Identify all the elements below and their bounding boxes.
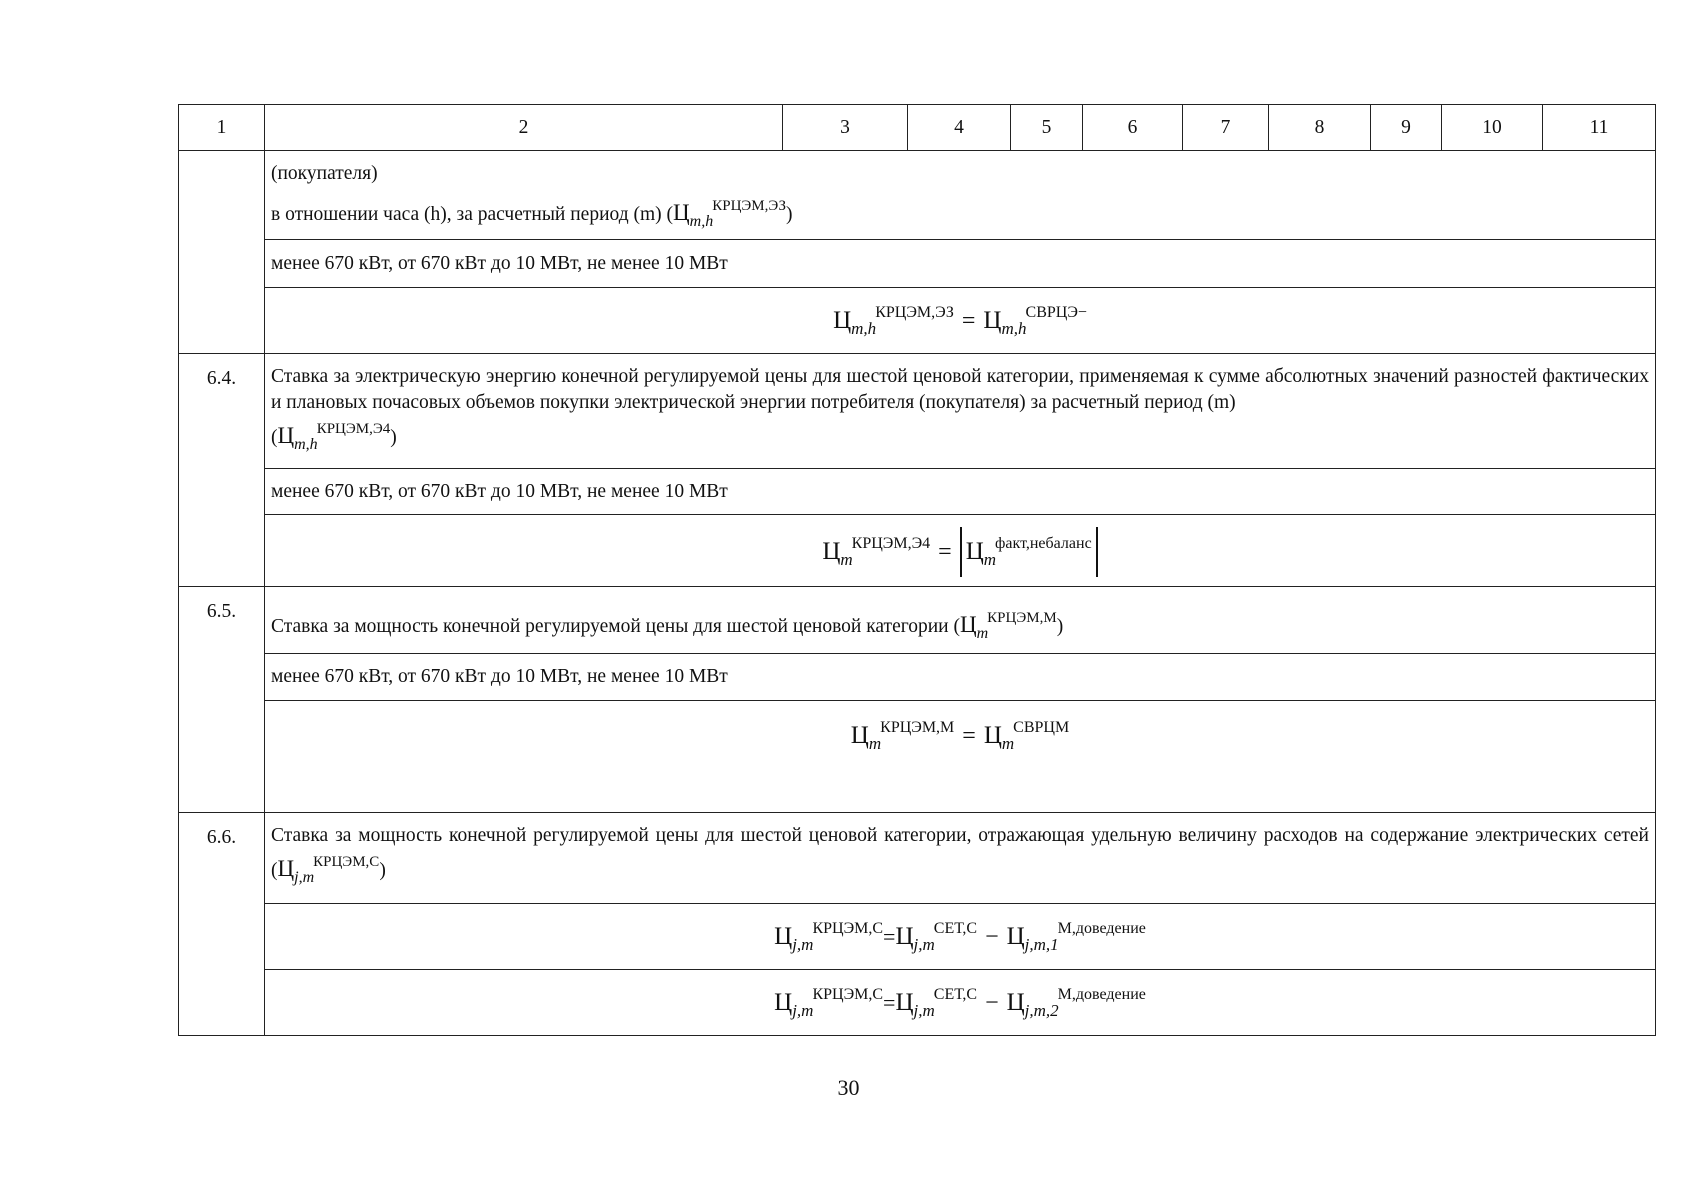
table-row bbox=[179, 151, 1656, 240]
formula-symbol: Ц bbox=[673, 200, 690, 225]
formula bbox=[851, 715, 1069, 757]
formula-symbol: Ц bbox=[895, 923, 914, 950]
formula-symbol: Ц bbox=[1006, 989, 1025, 1016]
formula-symbol: Ц bbox=[833, 307, 852, 334]
header-cell: 4 bbox=[908, 105, 1011, 151]
power-ranges: менее 670 кВт, от 670 кВт до 10 МВт, не менее 10 МВт bbox=[265, 469, 1656, 515]
formula-cell bbox=[265, 904, 1656, 970]
table-row bbox=[179, 288, 1656, 354]
table-row bbox=[179, 515, 1656, 587]
formula-superscript: СЕТ,C bbox=[933, 986, 978, 1003]
formula-symbol: Ц bbox=[774, 923, 793, 950]
formula-operator: = bbox=[962, 723, 976, 749]
description-fragment: ( bbox=[271, 427, 278, 448]
formula-symbol: Ц bbox=[774, 989, 793, 1016]
formula-symbol: Ц bbox=[850, 722, 869, 749]
formula bbox=[833, 300, 1087, 342]
formula-superscript: М,доведение bbox=[1057, 986, 1146, 1003]
description-fragment: ) bbox=[379, 860, 386, 881]
formula-symbol: Ц bbox=[822, 538, 841, 565]
formula-subscript: m,h bbox=[689, 213, 714, 230]
description-fragment: в отношении часа (h), за расчетный период (m) ( bbox=[271, 204, 674, 225]
table-row bbox=[179, 654, 1656, 701]
power-ranges: менее 670 кВт, от 670 кВт до 10 МВт, не менее 10 МВт bbox=[265, 654, 1656, 701]
description-text: Ставка за мощность конечной регулируемой цены для шестой ценовой категории, отражающая удельную величину расходов на содержание электрических сетей ( bbox=[271, 825, 1649, 881]
inline-formula bbox=[673, 198, 786, 230]
formula-cell bbox=[265, 970, 1656, 1036]
description-text bbox=[271, 193, 1649, 235]
formula-operator: − bbox=[985, 924, 999, 950]
header-cell: 11 bbox=[1543, 105, 1656, 151]
formula-superscript: КРЦЭМ,C bbox=[812, 920, 884, 937]
inline-formula bbox=[277, 854, 380, 886]
header-cell: 5 bbox=[1011, 105, 1083, 151]
table-row bbox=[179, 240, 1656, 288]
inline-formula bbox=[277, 421, 391, 453]
formula-symbol: Ц bbox=[277, 423, 295, 448]
description-cell bbox=[265, 813, 1656, 904]
formula-subscript: m bbox=[868, 734, 882, 753]
formula-superscript: СЕТ,C bbox=[933, 920, 978, 937]
formula-operator: = bbox=[883, 990, 896, 1015]
formula-subscript: m bbox=[976, 625, 989, 642]
absolute-value bbox=[960, 527, 1098, 577]
header-cell: 6 bbox=[1083, 105, 1183, 151]
formula bbox=[774, 916, 1146, 958]
header-cell: 2 bbox=[265, 105, 783, 151]
formula-superscript: КРЦЭМ,ЭЗ bbox=[875, 304, 954, 321]
header-cell: 7 bbox=[1183, 105, 1269, 151]
formula-symbol: Ц bbox=[895, 989, 914, 1016]
page-number: 30 bbox=[837, 1075, 860, 1100]
formula-subscript: m bbox=[840, 550, 853, 569]
table-row bbox=[179, 469, 1656, 515]
description-text: Ставка за мощность конечной регулируемой цены для шестой ценовой категории ( bbox=[271, 616, 960, 637]
formula-symbol: Ц bbox=[1006, 923, 1025, 950]
formula-subscript: m bbox=[1001, 734, 1015, 753]
description-cell bbox=[265, 151, 1656, 240]
formula-subscript: j,m bbox=[913, 1001, 935, 1020]
formula bbox=[774, 982, 1146, 1024]
formula-superscript: СВРЦЭ− bbox=[1025, 304, 1087, 321]
description-cell bbox=[265, 354, 1656, 469]
table-row bbox=[179, 970, 1656, 1036]
description-fragment: ) bbox=[786, 204, 793, 225]
formula-symbol: Ц bbox=[983, 722, 1002, 749]
formula-operator: = bbox=[883, 924, 896, 949]
row-number: 6.5. bbox=[179, 587, 265, 813]
formula-superscript: факт,небаланс bbox=[995, 535, 1092, 552]
formula-subscript: m,h bbox=[851, 319, 877, 338]
tariff-table bbox=[178, 104, 1656, 1036]
inline-formula bbox=[959, 610, 1057, 642]
formula-subscript: j,m,2 bbox=[1024, 1001, 1059, 1020]
row-number-cell bbox=[179, 151, 265, 354]
formula-superscript: КРЦЭМ,C bbox=[313, 854, 380, 870]
formula-subscript: j,m bbox=[294, 869, 315, 886]
formula-operator: = bbox=[961, 308, 976, 334]
formula-symbol: Ц bbox=[959, 612, 977, 637]
formula-subscript: m bbox=[983, 550, 997, 569]
formula-superscript: КРЦЭМ,C bbox=[812, 986, 884, 1003]
description-fragment: ) bbox=[390, 427, 397, 448]
description-text: (покупателя) bbox=[271, 163, 378, 184]
formula-symbol: Ц bbox=[983, 307, 1002, 334]
formula-subscript: j,m bbox=[913, 935, 935, 954]
formula-superscript: КРЦЭМ,Э4 bbox=[851, 535, 931, 552]
description-fragment: ) bbox=[1056, 616, 1064, 637]
formula-subscript: m,h bbox=[1001, 319, 1027, 338]
formula bbox=[822, 527, 1097, 577]
formula-superscript: СВРЦМ bbox=[1013, 719, 1070, 736]
formula-symbol: Ц bbox=[277, 856, 295, 881]
description-cell bbox=[265, 587, 1656, 654]
header-cell: 3 bbox=[783, 105, 908, 151]
formula-subscript: j,m,1 bbox=[1024, 935, 1059, 954]
table-row bbox=[179, 587, 1656, 654]
header-cell: 10 bbox=[1442, 105, 1543, 151]
power-ranges: менее 670 кВт, от 670 кВт до 10 МВт, не менее 10 МВт bbox=[265, 240, 1656, 288]
table-row bbox=[179, 354, 1656, 469]
row-number: 6.4. bbox=[179, 354, 265, 587]
formula-superscript: КРЦЭМ,М bbox=[987, 610, 1057, 626]
formula-operator: = bbox=[938, 539, 952, 565]
row-number: 6.6. bbox=[179, 813, 265, 1036]
table-row bbox=[179, 904, 1656, 970]
formula-superscript: КРЦЭМ,М bbox=[880, 719, 955, 736]
formula-subscript: j,m bbox=[792, 1001, 814, 1020]
formula-cell bbox=[265, 515, 1656, 587]
table-row bbox=[179, 701, 1656, 813]
header-cell: 1 bbox=[179, 105, 265, 151]
formula-superscript: КРЦЭМ,Э4 bbox=[316, 421, 391, 437]
formula-operator: − bbox=[985, 990, 999, 1016]
formula-superscript: КРЦЭМ,ЭЗ bbox=[712, 198, 786, 214]
formula-superscript: М,доведение bbox=[1057, 920, 1146, 937]
formula-subscript: m,h bbox=[294, 436, 318, 453]
header-cell: 8 bbox=[1269, 105, 1371, 151]
formula-cell bbox=[265, 701, 1656, 813]
header-row bbox=[179, 105, 1656, 151]
formula-subscript: j,m bbox=[792, 935, 814, 954]
formula-cell bbox=[265, 288, 1656, 354]
description-text: Ставка за электрическую энергию конечной регулируемой цены для шестой ценовой категории, применяемая к сумме абсолютных значений разностей фактических и плановых почасовых объемов покупки электрической энергии потребителя (покупателя) за расчетный период (m) bbox=[271, 366, 1649, 413]
header-cell: 9 bbox=[1371, 105, 1442, 151]
table-row bbox=[179, 813, 1656, 904]
formula-symbol: Ц bbox=[965, 538, 984, 565]
